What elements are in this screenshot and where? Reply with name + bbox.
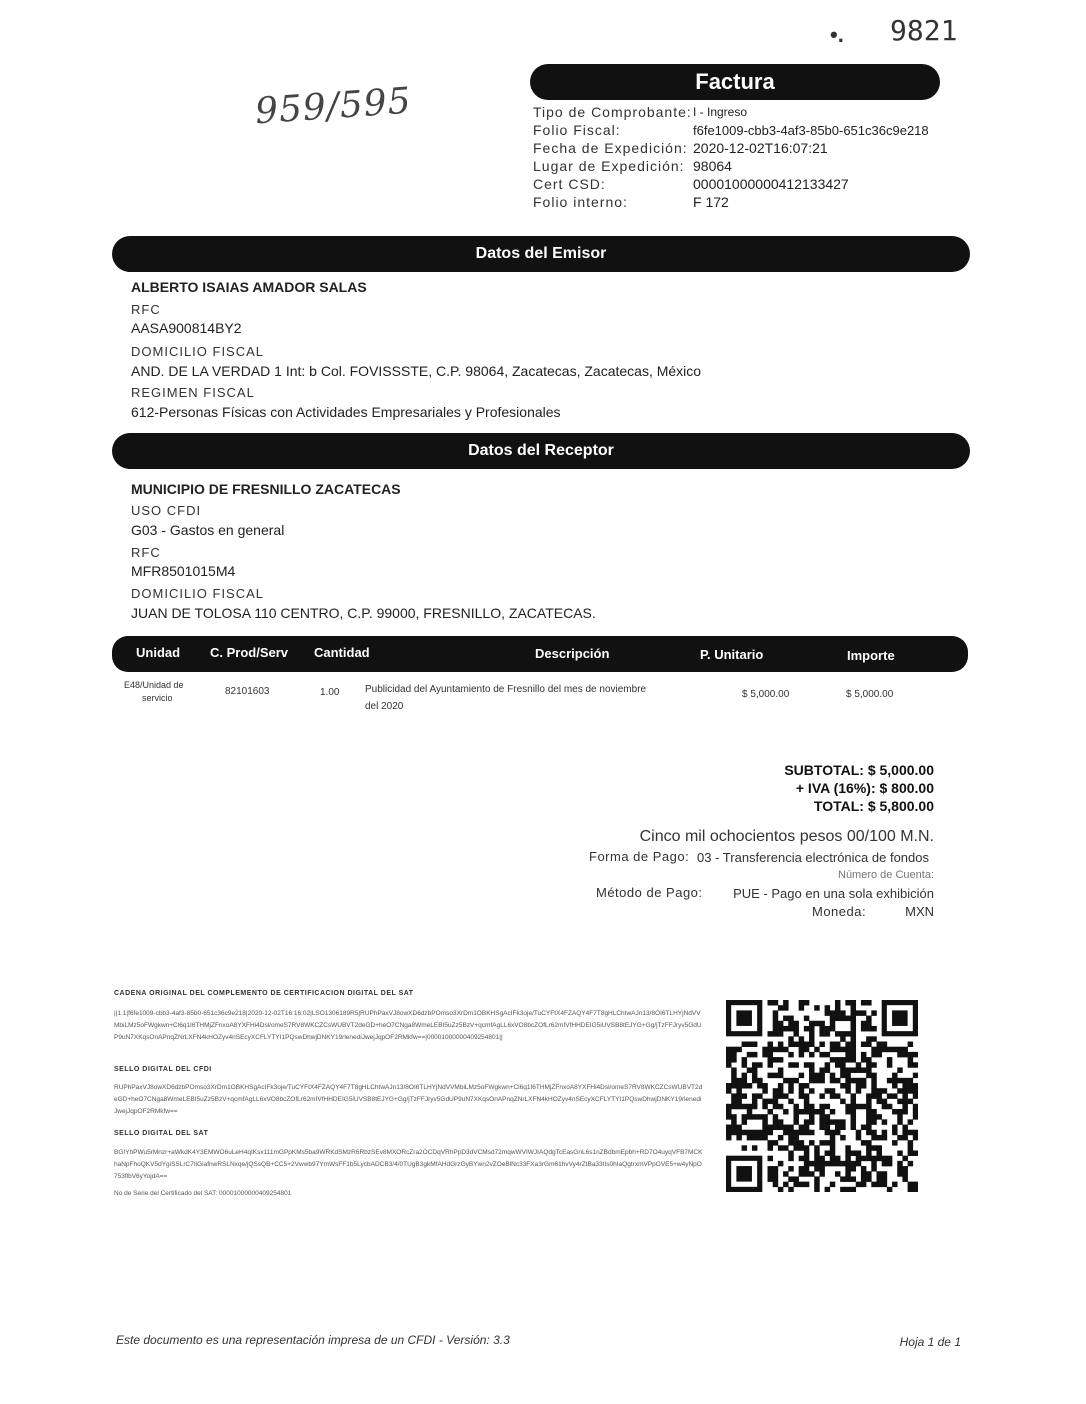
numero-cuenta-label: Número de Cuenta: xyxy=(838,869,934,881)
qr-code-graphic xyxy=(726,1000,918,1192)
receptor-uso: G03 - Gastos en general xyxy=(131,522,285,538)
emisor-regimen-label: REGIMEN FISCAL xyxy=(131,385,255,400)
tipo-comprobante-value: I - Ingreso xyxy=(693,105,748,119)
col-clave: C. Prod/Serv xyxy=(210,645,289,660)
cert-csd-label: Cert CSD: xyxy=(533,176,606,192)
handwritten-note: 959/595 xyxy=(253,80,413,133)
qr-code xyxy=(726,1000,918,1192)
subtotal: SUBTOTAL: $ 5,000.00 xyxy=(784,762,934,778)
lugar-expedicion-label: Lugar de Expedición: xyxy=(533,158,685,174)
grand-total: TOTAL: $ 5,800.00 xyxy=(813,798,934,814)
emisor-regimen: 612-Personas Físicas con Actividades Empresariales y Profesionales xyxy=(131,404,561,420)
receptor-name: MUNICIPIO DE FRESNILLO ZACATECAS xyxy=(131,481,401,497)
sello-cfdi-text: RUPhPaxVJ8owXD6dzbPOmso3XrDm1OBKHSgAcIFk3oje/TuCYFtX4FZAQY4F7T8gHLChtwAJn13/8OI6TLHYjNdVVMbiLMz5oFWgkwn+Cl6q1I6THMjZFnxoA8YXFHi4Dsl/omeS7RV8WKCZCsWUBVT2deGD+heO7CNga8WmeLEBI5uZz5BzV+qcmfAgLL6xVO8bcZOfLr62mIVfHHDEIG5iUVSB8tEJYG+Gg/jTzFFJryv5GdUP9uN7XKqsOnAPnqZNrLXFN4kHOZyv4nSEcyXCFLYTYI1PQswDhwjDNKY19rlenediJwejJqpOF2RMkfw== xyxy=(114,1084,703,1115)
sello-sat-title: SELLO DIGITAL DEL SAT xyxy=(114,1130,209,1137)
col-cantidad: Cantidad xyxy=(314,645,370,660)
sello-cfdi-title: SELLO DIGITAL DEL CFDI xyxy=(114,1066,212,1073)
corner-mark: •. xyxy=(830,22,844,47)
row-descripcion-line1: Publicidad del Ayuntamiento de Fresnillo del mes de noviembre xyxy=(365,684,647,695)
invoice-title: Factura xyxy=(695,69,775,94)
col-descripcion: Descripción xyxy=(535,646,610,661)
document-number: 9821 xyxy=(890,14,958,47)
folio-interno-label: Folio interno: xyxy=(533,194,628,210)
folio-fiscal-label: Folio Fiscal: xyxy=(533,122,621,138)
invoice-title-bar xyxy=(530,64,940,100)
row-importe: $ 5,000.00 xyxy=(846,689,894,700)
table-row xyxy=(112,678,968,718)
iva-total: + IVA (16%): $ 800.00 xyxy=(795,780,934,796)
cadena-original-title: CADENA ORIGINAL DEL COMPLEMENTO DE CERTIFICACION DIGITAL DEL SAT xyxy=(114,990,414,997)
receptor-domicilio: JUAN DE TOLOSA 110 CENTRO, C.P. 99000, FRESNILLO, ZACATECAS. xyxy=(131,605,596,621)
row-unitario: $ 5,000.00 xyxy=(742,689,790,700)
row-cantidad: 1.00 xyxy=(320,687,340,698)
row-descripcion-line2: del 2020 xyxy=(365,701,404,712)
forma-pago-label: Forma de Pago: xyxy=(589,849,690,864)
emisor-name: ALBERTO ISAIAS AMADOR SALAS xyxy=(131,279,367,295)
cadena-original-text: ||1.1|f6fe1009-cbb3-4af3-85b0-651c36c9e218|2020-12-02T16:16:02|LSO1306189R5|RUPhPaxVJ8owXD6dzbPOmso3XrDm1OBKHSgAcIFk3oje/TuCYFtX4FZAQY4F7T8gHLChtwAJn13/8OI6TLHYjNdVVMbiLMz5oFWgkwn+Cl6q1I6THMjZFnxoA8YXFHi4Dsl/omeS7RV8WKCZCsWUBVT2deGD+heO7CNga8WmeLEBI5uZz5BzV+qcmfAgLL6xVO8bcZOfLr62mIVfHHDEIG5iUVSB8tEJYG+Gg/jTzFFJryv5GdUP9uN7XKqsOnAPnqZNrLXFN4kHOZyv4nSEcyXCFLYTYI1PQswDhwjDNKY19rlenediJwejJqpOF2RMkfw==|00001000000409254801|| xyxy=(114,1010,702,1041)
folio-fiscal-value: f6fe1009-cbb3-4af3-85b0-651c36c9e218 xyxy=(693,123,929,138)
col-unidad: Unidad xyxy=(136,645,181,660)
emisor-domicilio: AND. DE LA VERDAD 1 Int: b Col. FOVISSSTE, C.P. 98064, Zacatecas, Zacatecas, México xyxy=(131,363,702,379)
fecha-expedicion-value: 2020-12-02T16:07:21 xyxy=(693,140,828,156)
page-indicator: Hoja 1 de 1 xyxy=(899,1335,961,1349)
emisor-domicilio-label: DOMICILIO FISCAL xyxy=(131,344,265,359)
row-clave: 82101603 xyxy=(225,686,270,697)
emisor-rfc: AASA900814BY2 xyxy=(131,320,242,336)
folio-interno-value: F 172 xyxy=(693,194,729,210)
emisor-rfc-label: RFC xyxy=(131,302,161,317)
items-table-header xyxy=(112,636,968,672)
col-importe: Importe xyxy=(847,648,895,663)
metodo-pago-label: Método de Pago: xyxy=(596,885,703,900)
row-unidad-line2: servicio xyxy=(142,693,173,703)
fecha-expedicion-label: Fecha de Expedición: xyxy=(533,140,688,156)
lugar-expedicion-value: 98064 xyxy=(693,158,732,174)
receptor-uso-label: USO CFDI xyxy=(131,503,202,518)
cert-csd-value: 00001000000412133427 xyxy=(693,176,849,192)
sello-sat-text: BGIYhPWu5rMnzr+aWkdK4Y3EMWO6uLeH4qIKsx111mGPpKMs5ba9WRKdSMzR6RbzSEv8MXORcZra2OCDqVRhPpD3dVCMsd72mqwWVIWJIAQdgTcEasGnL6s1nZBdbmEpbh+RD7O4uyqVFB7MCKhaNpFhoQKV5dYgiSSLrC7IiGiafnwRSLNxqe/jQSsQB+CC5+2Vwwb97YmWsFF1b5LycbADCB3/4/0TUgB3gkMfAHdGrzGyBYwn2vZOeBlNc33FXa3rGm61hvVy4rZtBa33tIs0hIaQgtrxmVPpOVE5+w4yNpO753flbV6yYojdA== xyxy=(114,1149,703,1180)
row-unidad-line1: E48/Unidad de xyxy=(124,680,184,690)
receptor-domicilio-label: DOMICILIO FISCAL xyxy=(131,586,265,601)
emisor-section-title: Datos del Emisor xyxy=(475,245,607,262)
receptor-section-bar xyxy=(112,433,970,469)
moneda-label: Moneda: xyxy=(812,904,867,919)
footer-disclaimer: Este documento es una representación impresa de un CFDI - Versión: 3.3 xyxy=(116,1333,510,1347)
moneda: MXN xyxy=(905,904,934,919)
forma-pago: 03 - Transferencia electrónica de fondos xyxy=(697,850,929,865)
receptor-section-title: Datos del Receptor xyxy=(468,442,614,459)
receptor-rfc: MFR8501015M4 xyxy=(131,563,236,579)
col-unitario: P. Unitario xyxy=(700,647,764,662)
tipo-comprobante-label: Tipo de Comprobante: xyxy=(533,104,692,120)
emisor-section-bar xyxy=(112,236,970,272)
amount-in-words: Cinco mil ochocientos pesos 00/100 M.N. xyxy=(639,828,934,845)
metodo-pago: PUE - Pago en una sola exhibición xyxy=(733,886,934,901)
receptor-rfc-label: RFC xyxy=(131,545,161,560)
serie-certificado-text: No de Serie del Certificado del SAT: 00001000000409254801 xyxy=(114,1190,292,1197)
